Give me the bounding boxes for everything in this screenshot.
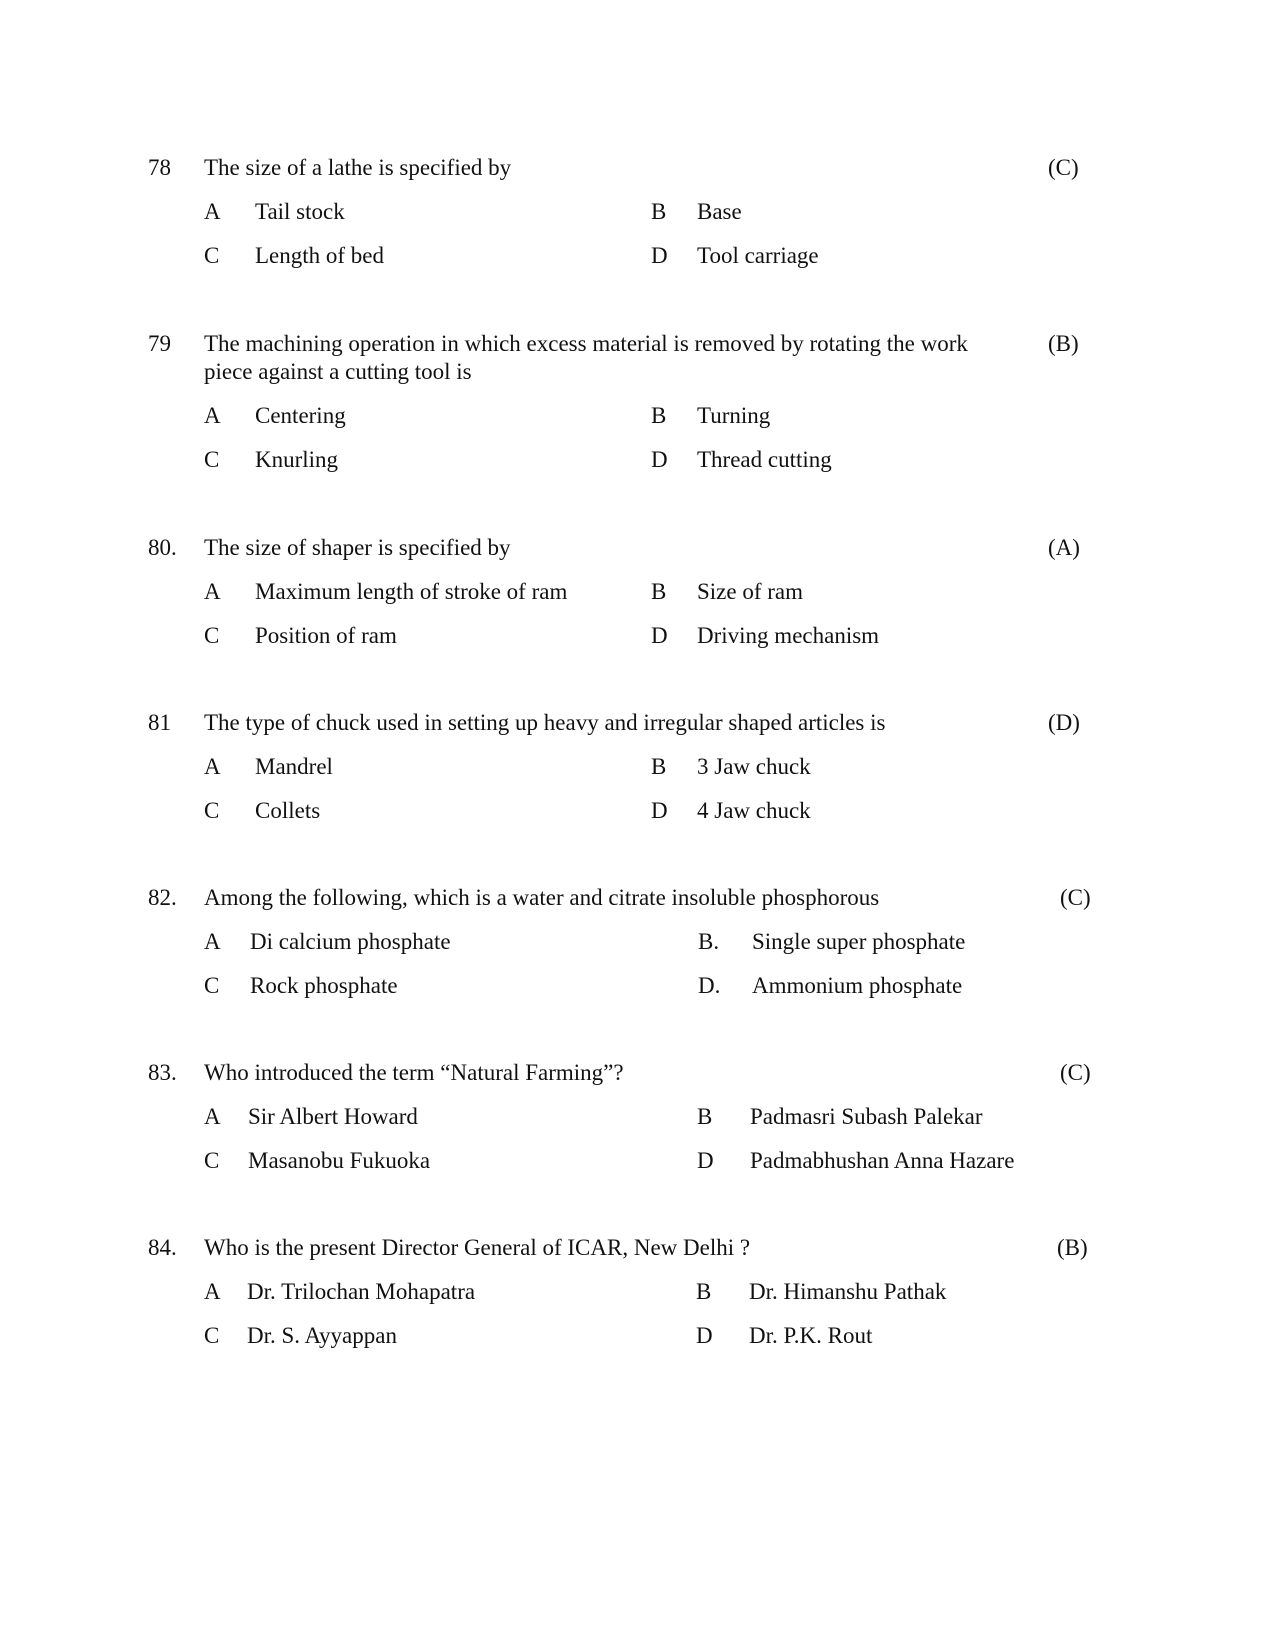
question-text: The type of chuck used in setting up heavy and irregular shaped articles is (204, 710, 886, 735)
question-number: 79 (148, 331, 171, 356)
answer-key: (C) (1048, 155, 1079, 180)
question-number: 84. (148, 1235, 177, 1260)
option-letter: D (651, 798, 668, 823)
option-letter: B (651, 579, 667, 604)
option-text: Knurling (255, 447, 339, 472)
option-letter: A (204, 1104, 221, 1129)
option-text: Mandrel (255, 754, 333, 779)
answer-key: (D) (1048, 710, 1080, 735)
answer-key: (B) (1057, 1235, 1088, 1260)
option-text: Collets (255, 798, 321, 823)
option-letter: A (204, 403, 221, 428)
option-letter: B (696, 1279, 712, 1304)
option-text: Maximum length of stroke of ram (255, 579, 568, 604)
option-text: Centering (255, 403, 346, 428)
option-text: Driving mechanism (697, 623, 880, 648)
option-text: Dr. P.K. Rout (749, 1323, 873, 1348)
option-text: Tail stock (255, 199, 345, 224)
option-text: Masanobu Fukuoka (248, 1148, 431, 1173)
option-letter: D. (698, 973, 721, 998)
option-letter: B (651, 754, 667, 779)
question-text: The machining operation in which excess material is removed by rotating the work piece against a cutting tool is (204, 331, 968, 384)
option-letter: D (696, 1323, 713, 1348)
option-letter: A (204, 1279, 221, 1304)
option-text: Position of ram (255, 623, 397, 648)
option-text: Thread cutting (697, 447, 832, 472)
option-letter: C (204, 798, 220, 823)
option-letter: C (204, 623, 220, 648)
option-text: 4 Jaw chuck (697, 798, 811, 823)
question-number: 81 (148, 710, 171, 735)
option-letter: A (204, 754, 221, 779)
answer-key: (C) (1060, 885, 1091, 910)
question-text: Among the following, which is a water and citrate insoluble phosphorous (204, 885, 880, 910)
option-letter: C (204, 1148, 220, 1173)
option-letter: C (204, 447, 220, 472)
answer-key: (A) (1048, 535, 1080, 560)
option-text: Dr. Trilochan Mohapatra (247, 1279, 476, 1304)
question-text: Who is the present Director General of ICAR, New Delhi ? (204, 1235, 751, 1260)
option-letter: C (204, 1323, 220, 1348)
option-text: Rock phosphate (250, 973, 398, 998)
option-text: Base (697, 199, 742, 224)
answer-key: (C) (1060, 1060, 1091, 1085)
option-text: Tool carriage (697, 243, 819, 268)
question-number: 80. (148, 535, 177, 560)
option-letter: B (697, 1104, 713, 1129)
option-text: Sir Albert Howard (248, 1104, 418, 1129)
question-number: 78 (148, 155, 171, 180)
option-letter: B. (698, 929, 720, 954)
option-letter: B (651, 403, 667, 428)
option-letter: A (204, 579, 221, 604)
option-letter: D (651, 243, 668, 268)
option-text: Size of ram (697, 579, 804, 604)
option-letter: A (204, 199, 221, 224)
option-text: Turning (697, 403, 771, 428)
question-text: The size of a lathe is specified by (204, 155, 512, 180)
option-text: 3 Jaw chuck (697, 754, 811, 779)
option-letter: D (697, 1148, 714, 1173)
option-text: Dr. S. Ayyappan (247, 1323, 397, 1348)
option-letter: D (651, 623, 668, 648)
option-text: Padmabhushan Anna Hazare (750, 1148, 1015, 1173)
question-text: Who introduced the term “Natural Farming”? (204, 1060, 624, 1085)
question-number: 82. (148, 885, 177, 910)
option-text: Padmasri Subash Palekar (750, 1104, 983, 1129)
option-text: Di calcium phosphate (250, 929, 451, 954)
option-letter: C (204, 973, 220, 998)
option-text: Dr. Himanshu Pathak (749, 1279, 947, 1304)
option-letter: D (651, 447, 668, 472)
option-text: Single super phosphate (752, 929, 966, 954)
option-text: Length of bed (255, 243, 385, 268)
question-text: The size of shaper is specified by (204, 535, 511, 560)
option-letter: C (204, 243, 220, 268)
option-text: Ammonium phosphate (752, 973, 963, 998)
answer-key: (B) (1048, 331, 1079, 356)
question-number: 83. (148, 1060, 177, 1085)
option-letter: B (651, 199, 667, 224)
option-letter: A (204, 929, 221, 954)
